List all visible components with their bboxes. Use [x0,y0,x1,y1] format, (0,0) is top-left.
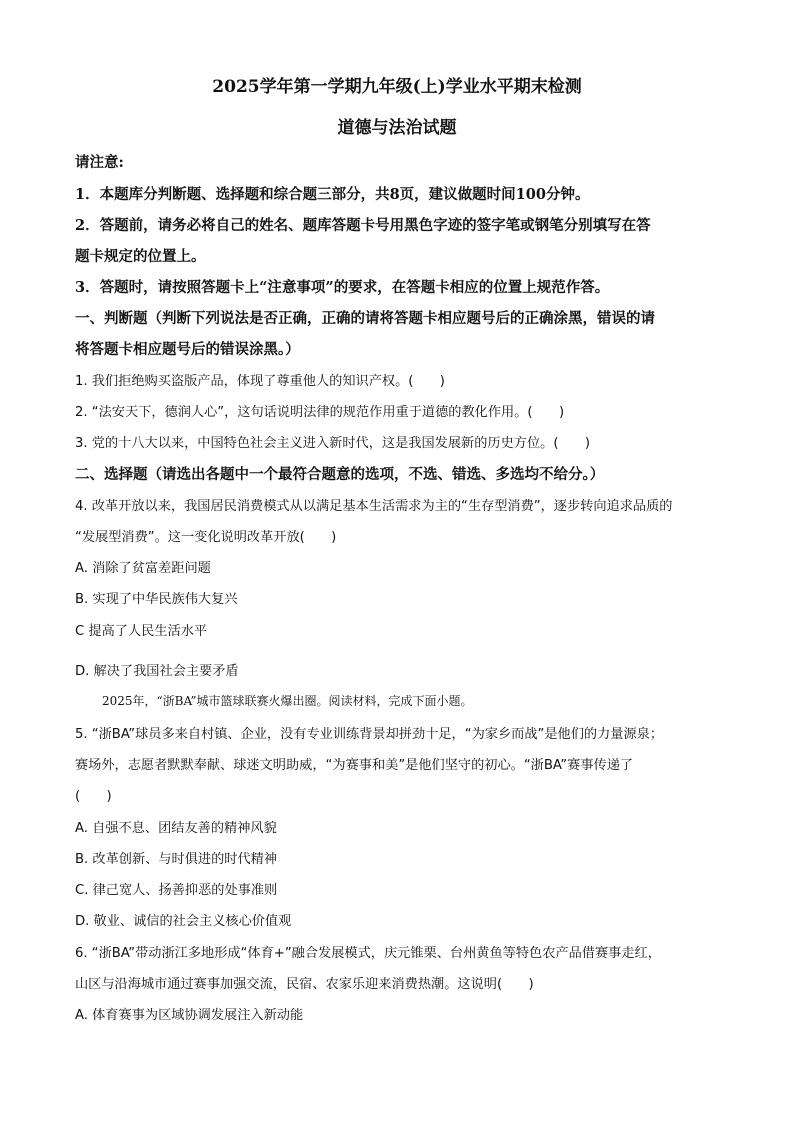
notice-item-2-line1: 2．答题前，请务必将自己的姓名、题库答题卡号用黑色字迹的签字笔或钢笔分别填写在答 [75,217,651,234]
question-2: 2. “法安天下，德润人心”，这句话说明法律的规范作用重于道德的教化作用。( ) [75,405,565,420]
question-1: 1. 我们拒绝购买盗版产品，体现了尊重他人的知识产权。( ) [75,374,445,389]
question-5-line3: ( ) [75,789,112,804]
question-6-line1: 6. “浙BA”带动浙江多地形成“体育+”融合发展模式，庆元锥栗、台州黄鱼等特色农产品借赛事走红， [75,946,661,961]
section1-heading-line1: 一、判断题（判断下列说法是否正确，正确的请将答题卡相应题号后的正确涂黑，错误的请 [75,310,655,327]
material-intro: 2025年，“浙BA”城市篮球联赛火爆出圈。阅读材料，完成下面小题。 [102,694,473,708]
question-4-line1: 4. 改革开放以来，我国居民消费模式从以满足基本生活需求为主的“生存型消费”，逐步转向追求品质的 [75,499,673,514]
notice-item-3: 3．答题时，请按照答题卡上“注意事项”的要求，在答题卡相应的位置上规范作答。 [75,279,610,296]
question-4-option-b: B. 实现了中华民族伟大复兴 [75,592,238,607]
question-4-option-d: D. 解决了我国社会主要矛盾 [75,664,239,679]
question-5-option-d: D. 敬业、诚信的社会主义核心价值观 [75,914,292,929]
exam-subtitle: 道德与法治试题 [337,118,457,138]
notice-heading: 请注意: [75,154,124,171]
question-4-option-c: C 提高了人民生活水平 [75,624,208,639]
notice-item-1: 1．本题库分判断题、选择题和综合题三部分，共8页，建议做题时间100分钟。 [75,186,590,203]
exam-title: 2025学年第一学期九年级(上)学业水平期末检测 [212,77,582,97]
notice-item-2-line2: 题卡规定的位置上。 [75,248,206,265]
question-4-option-a: A. 消除了贫富差距问题 [75,561,211,576]
question-5-line2: 赛场外，志愿者默默奉献、球迷文明助威，“为赛事和美”是他们坚守的初心。“浙BA”赛事传递了 [75,758,634,773]
question-5-option-a: A. 自强不息、团结友善的精神风貌 [75,821,277,836]
question-5-line1: 5. “浙BA”球员多来自村镇、企业，没有专业训练背景却拼劲十足，“为家乡而战”是他们的力量源泉； [75,727,664,742]
section2-heading: 二、选择题（请选出各题中一个最符合题意的选项，不选、错选、多选均不给分。） [75,466,605,483]
question-5-option-c: C. 律己宽人、扬善抑恶的处事准则 [75,883,278,898]
question-4-line2: “发展型消费”。这一变化说明改革开放( ) [75,530,337,545]
section1-heading-line2: 将答题卡相应题号后的错误涂黑。） [75,341,300,358]
question-6-option-a: A. 体育赛事为区域协调发展注入新动能 [75,1008,304,1023]
question-5-option-b: B. 改革创新、与时俱进的时代精神 [75,852,278,867]
question-3: 3. 党的十八大以来，中国特色社会主义进入新时代，这是我国发展新的历史方位。( ) [75,436,590,451]
question-6-line2: 山区与沿海城市通过赛事加强交流，民宿、农家乐迎来消费热潮。这说明( ) [75,977,534,992]
